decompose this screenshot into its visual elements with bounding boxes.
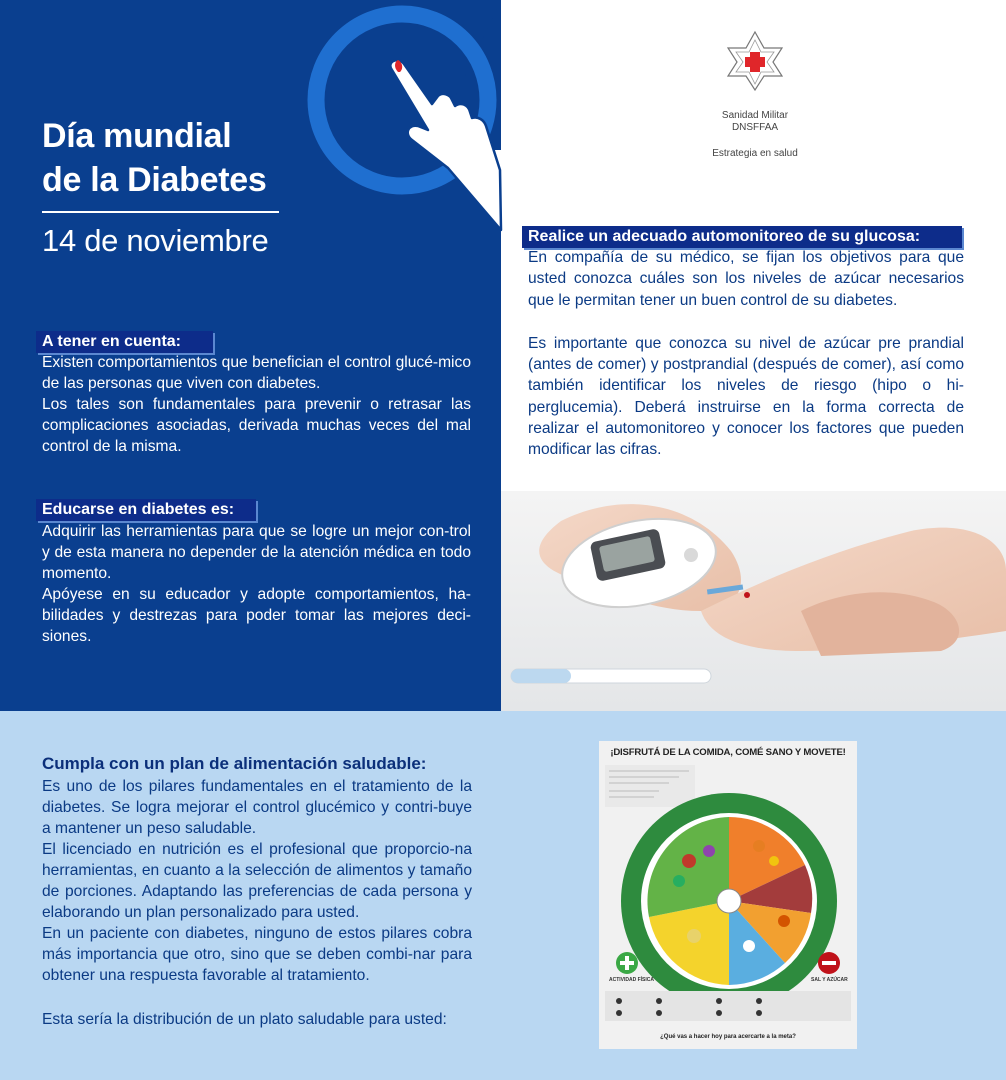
automonitoreo-body bbox=[528, 247, 964, 461]
automonitoreo-heading: Realice un adecuado automonitoreo de su glucosa: bbox=[522, 226, 962, 248]
educarse-paragraph-2: Apóyese en su educador y adopte comportamientos, ha-bilidades y destrezas para poder tomar las mejores deci-siones. bbox=[42, 586, 471, 645]
star-cross-logo-icon bbox=[720, 30, 790, 92]
automonitoreo-paragraph-2: Es importante que conozca su nivel de azúcar pre prandial (antes de comer) y postprandial (después de comer), así como también identificar los niveles de riesgo (hipo o hi-perglucemia). Deberá instruirse en la forma correcta de realizar el automonitoreo y conocer los factores que pueden modificar las cifras. bbox=[528, 334, 964, 459]
poster-left-badge: ACTIVIDAD FÍSICA bbox=[609, 977, 654, 983]
event-date: 14 de noviembre bbox=[42, 223, 269, 258]
alimentacion-closing: Esta sería la distribución de un plato saludable para usted: bbox=[42, 1011, 447, 1028]
tener-cuenta-heading: A tener en cuenta: bbox=[36, 331, 213, 353]
tener-cuenta-paragraph-1: Existen comportamientos que benefician el control glucé-mico de las personas que viven con diabetes. bbox=[42, 354, 471, 392]
logo-name-line-2: DNSFFAA bbox=[731, 122, 779, 133]
title-divider bbox=[42, 211, 279, 213]
poster-footer-question: ¿Qué vas a hacer hoy para acercarte a la meta? bbox=[660, 1034, 796, 1040]
title-line-2: de la Diabetes bbox=[42, 161, 267, 199]
alimentacion-heading: Cumpla con un plan de alimentación saludable: bbox=[42, 754, 427, 773]
alimentacion-paragraph-1: Es uno de los pilares fundamentales en el tratamiento de la diabetes. Se logra mejorar el control glucémico y contri-buye a mantener un peso saludable. bbox=[42, 778, 472, 837]
poster-title: ¡DISFRUTÁ DE LA COMIDA, COMÉ SANO Y MOVETE! bbox=[610, 747, 846, 758]
logo-name-line-1: Sanidad Militar bbox=[721, 110, 789, 121]
healthy-plate-poster bbox=[599, 741, 857, 1049]
glucometer-photo bbox=[501, 491, 1006, 711]
educarse-heading: Educarse en diabetes es: bbox=[36, 499, 256, 521]
alimentacion-paragraph-2: El licenciado en nutrición es el profesional que proporcio-na herramientas, en cuanto a la selección de alimentos y tamaño de porciones. Adaptando las preferencias de cada persona y elaborando un plan personalizado para usted. bbox=[42, 841, 472, 921]
tener-cuenta-body bbox=[42, 352, 471, 457]
sanidad-militar-logo bbox=[700, 30, 810, 160]
alimentacion-paragraph-3: En un paciente con diabetes, ninguno de estos pilares cobra más importancia que otro, sino que se deben combi-nar para obtener una respuesta favorable al tratamiento. bbox=[42, 925, 472, 984]
logo-tagline: Estrategia en salud bbox=[712, 148, 798, 159]
educarse-body bbox=[42, 521, 471, 647]
alimentacion-body bbox=[42, 776, 472, 986]
educarse-paragraph-1: Adquirir las herramientas para que se logre un mejor con-trol y de esta manera no depender de la atención médica en todo momento. bbox=[42, 523, 471, 582]
tener-cuenta-paragraph-2: Los tales son fundamentales para prevenir o retrasar las complicaciones asociadas, derivada muchas veces del mal control de la misma. bbox=[42, 396, 471, 455]
title-line-1: Día mundial bbox=[42, 117, 232, 155]
page-title bbox=[42, 114, 266, 202]
poster-right-badge: SAL Y AZÚCAR bbox=[811, 977, 848, 983]
automonitoreo-paragraph-1: En compañía de su médico, se fijan los objetivos para que usted conozca cuáles son los niveles de azúcar necesarios que le permitan tener un buen control de su diabetes. bbox=[528, 249, 964, 309]
